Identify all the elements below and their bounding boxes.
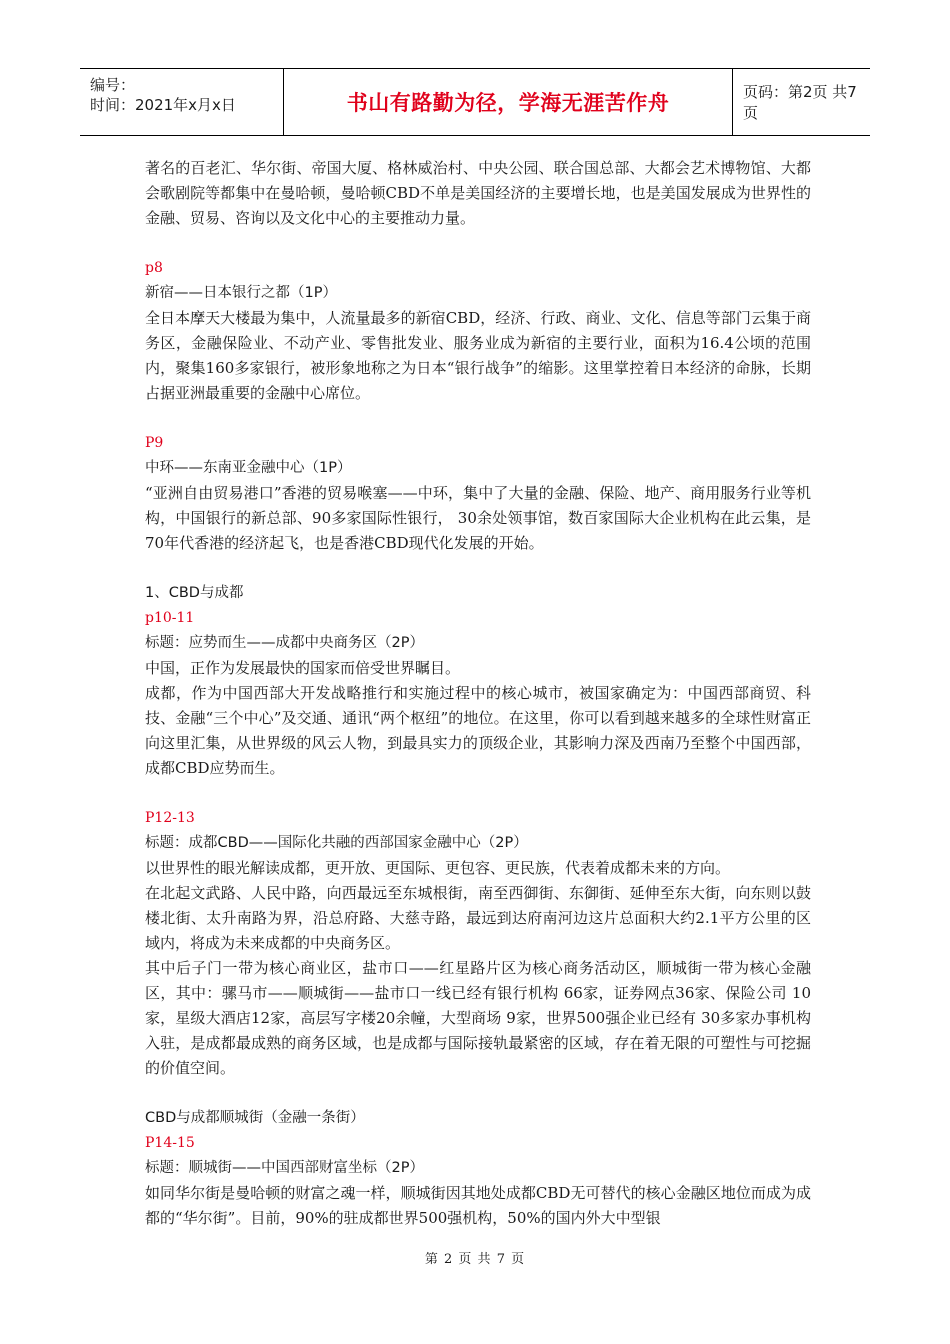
body-paragraph: 在北起文武路、人民中路，向西最远至东城根街，南至西御街、东御街、延伸至东大街，向东则以鼓楼北街、太升南路为界，沿总府路、大慈寺路，最远到达府南河边这片总面积大约2.1平方公里的区域内，将成为未来成都的中央商务区。 bbox=[145, 884, 811, 952]
page-marker: P14-15 bbox=[145, 1135, 195, 1151]
section-heading: CBD与成都顺城街（金融一条街） bbox=[145, 1110, 365, 1126]
body-paragraph: 著名的百老汇、华尔街、帝国大厦、格林威治村、中央公园、联合国总部、大都会艺术博物馆、大都会歌剧院等都集中在曼哈顿，曼哈顿CBD不单是美国经济的主要增长地，也是美国发展成为世界性的金融、贸易、咨询以及文化中心的主要推动力量。 bbox=[145, 159, 811, 227]
header-meta bbox=[80, 69, 283, 135]
section-heading: 新宿——日本银行之都（1P） bbox=[145, 285, 337, 301]
header-motto: 书山有路勤为径，学海无涯苦作舟 bbox=[283, 69, 733, 135]
page-marker: p8 bbox=[145, 260, 163, 276]
body-paragraph: “亚洲自由贸易港口”香港的贸易喉塞——中环，集中了大量的金融、保险、地产、商用服务行业等机构，中国银行的新总部、90多家国际性银行， 30余处领事馆，数百家国际大企业机构在此云集，是70年代香港的经济起飞，也是香港CBD现代化发展的开始。 bbox=[145, 484, 811, 552]
body-paragraph: 全日本摩天大楼最为集中，人流量最多的新宿CBD，经济、行政、商业、文化、信息等部门云集于商务区，金融保险业、不动产业、零售批发业、服务业成为新宿的主要行业，面积为16.4公顷的范围内，聚集160多家银行，被形象地称之为日本“银行战争”的缩影。这里掌控着日本经济的命脉，长期占据亚洲最重要的金融中心席位。 bbox=[145, 309, 811, 402]
document-body bbox=[145, 156, 811, 1231]
page-footer: 第 2 页 共 7 页 bbox=[424, 1252, 526, 1267]
section-spacer bbox=[145, 556, 811, 581]
document-number-label: 编号： bbox=[90, 76, 136, 94]
section-spacer bbox=[145, 231, 811, 256]
section-spacer bbox=[145, 406, 811, 431]
document-date: 时间：2021年x月x日 bbox=[90, 96, 236, 114]
section-heading: 标题：顺城街——中国西部财富坐标（2P） bbox=[145, 1160, 424, 1176]
section-heading: 1、CBD与成都 bbox=[145, 585, 244, 601]
section-spacer bbox=[145, 1081, 811, 1106]
page-header bbox=[80, 68, 870, 136]
section-heading: 中环——东南亚金融中心（1P） bbox=[145, 460, 352, 476]
header-page-info: 页码：第2页 共7页 bbox=[743, 83, 857, 122]
body-paragraph: 以世界性的眼光解读成都，更开放、更国际、更包容、更民族，代表着成都未来的方向。 bbox=[145, 859, 731, 877]
body-paragraph: 成都，作为中国西部大开发战略推行和实施过程中的核心城市，被国家确定为：中国西部商贸、科技、金融“三个中心”及交通、通讯“两个枢纽”的地位。在这里，你可以看到越来越多的全球性财富正向这里汇集，从世界级的风云人物，到最具实力的顶级企业，其影响力深及西南乃至整个中国西部，成都CBD应势而生。 bbox=[145, 684, 811, 777]
page-marker: p10-11 bbox=[145, 610, 195, 626]
section-spacer bbox=[145, 781, 811, 806]
body-paragraph: 中国，正作为发展最快的国家而倍受世界瞩目。 bbox=[145, 659, 461, 677]
body-paragraph: 如同华尔街是曼哈顿的财富之魂一样，顺城街因其地处成都CBD无可替代的核心金融区地位而成为成都的“华尔街”。目前，90%的驻成都世界500强机构，50%的国内外大中型银 bbox=[145, 1184, 811, 1227]
page-marker: P9 bbox=[145, 435, 164, 451]
section-heading: 标题：成都CBD——国际化共融的西部国家金融中心（2P） bbox=[145, 835, 528, 851]
section-heading: 标题：应势而生——成都中央商务区（2P） bbox=[145, 635, 424, 651]
body-paragraph: 其中后子门一带为核心商业区，盐市口——红星路片区为核心商务活动区，顺城街一带为核心金融区，其中：骡马市——顺城街——盐市口一线已经有银行机构 66家，证券网点36家、保险公司 10家，星级大酒店12家，高层写字楼20余幢，大型商场 9家，世界500强企业已经有 30多家办事机构入驻，是成都最成熟的商务区域，也是成都与国际接轨最紧密的区域，存在着无限的可塑性与可挖掘的价值空间。 bbox=[145, 959, 811, 1077]
page-marker: P12-13 bbox=[145, 810, 195, 826]
